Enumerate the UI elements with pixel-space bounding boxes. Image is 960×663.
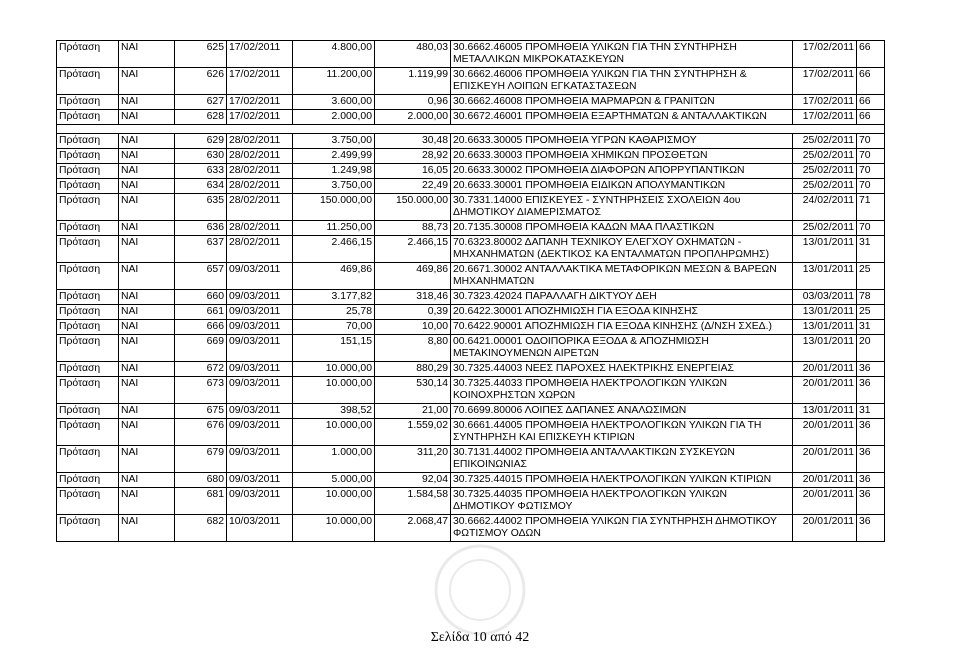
cell-number: 666 xyxy=(175,320,227,335)
cell-status: ΝΑΙ xyxy=(119,377,175,404)
cell-status: ΝΑΙ xyxy=(119,320,175,335)
cell-status: ΝΑΙ xyxy=(119,263,175,290)
cell-date: 09/03/2011 xyxy=(227,263,293,290)
cell-code: 36 xyxy=(857,473,885,488)
cell-date: 09/03/2011 xyxy=(227,335,293,362)
cell-description: 20.6633.30003 ΠΡΟΜΗΘΕΙΑ ΧΗΜΙΚΩΝ ΠΡΟΣΘΕΤΩΝ xyxy=(451,149,793,164)
table-row xyxy=(57,305,885,320)
cell-status: ΝΑΙ xyxy=(119,149,175,164)
cell-date2: 13/01/2011 xyxy=(793,320,857,335)
cell-amount: 10.000,00 xyxy=(293,377,375,404)
cell-status: ΝΑΙ xyxy=(119,41,175,68)
table-row xyxy=(57,263,885,290)
cell-remaining: 318,46 xyxy=(375,290,451,305)
cell-code: 66 xyxy=(857,110,885,125)
table-row xyxy=(57,473,885,488)
cell-date2: 13/01/2011 xyxy=(793,305,857,320)
cell-date: 09/03/2011 xyxy=(227,320,293,335)
cell-remaining: 8,80 xyxy=(375,335,451,362)
cell-date2: 24/02/2011 xyxy=(793,194,857,221)
cell-type: Πρόταση xyxy=(57,194,119,221)
cell-number: 630 xyxy=(175,149,227,164)
cell-date: 17/02/2011 xyxy=(227,110,293,125)
cell-status: ΝΑΙ xyxy=(119,335,175,362)
cell-status: ΝΑΙ xyxy=(119,68,175,95)
cell-status: ΝΑΙ xyxy=(119,179,175,194)
cell-code: 70 xyxy=(857,149,885,164)
cell-amount: 1.000,00 xyxy=(293,446,375,473)
cell-date: 09/03/2011 xyxy=(227,419,293,446)
watermark-seal-icon xyxy=(400,540,560,640)
table-row xyxy=(57,194,885,221)
cell-number: 657 xyxy=(175,263,227,290)
cell-amount: 3.750,00 xyxy=(293,179,375,194)
cell-code: 31 xyxy=(857,320,885,335)
cell-date: 09/03/2011 xyxy=(227,473,293,488)
cell-type: Πρόταση xyxy=(57,515,119,542)
cell-date2: 20/01/2011 xyxy=(793,488,857,515)
table-row xyxy=(57,134,885,149)
cell-description: 30.7325.44035 ΠΡΟΜΗΘΕΙΑ ΗΛΕΚΤΡΟΛΟΓΙΚΩΝ ΥΛΙΚΩΝ ΔΗΜΟΤΙΚΟΥ ΦΩΤΙΣΜΟΥ xyxy=(451,488,793,515)
cell-date2: 17/02/2011 xyxy=(793,41,857,68)
cell-date: 17/02/2011 xyxy=(227,41,293,68)
cell-date: 09/03/2011 xyxy=(227,305,293,320)
cell-date: 28/02/2011 xyxy=(227,179,293,194)
cell-description: 30.6662.46005 ΠΡΟΜΗΘΕΙΑ ΥΛΙΚΩΝ ΓΙΑ ΤΗΝ ΣΥΝΤΗΡΗΣΗ ΜΕΤΑΛΛΙΚΩΝ ΜΙΚΡΟΚΑΤΑΣΚΕΥΩΝ xyxy=(451,41,793,68)
cell-date: 09/03/2011 xyxy=(227,404,293,419)
cell-number: 637 xyxy=(175,236,227,263)
cell-description: 70.6323.80002 ΔΑΠΑΝΗ ΤΕΧΝΙΚΟΥ ΕΛΕΓΧΟΥ ΟΧΗΜΑΤΩΝ - ΜΗΧΑΝΗΜΑΤΩΝ (ΔΕΚΤΙΚΟΣ ΚΑ ΕΝΤΑΛΜΑΤΩΝ ΠΡΟΠΛΗΡΩΜΗΣ) xyxy=(451,236,793,263)
table-row xyxy=(57,41,885,68)
cell-code: 36 xyxy=(857,377,885,404)
cell-amount: 150.000,00 xyxy=(293,194,375,221)
cell-remaining: 2.000,00 xyxy=(375,110,451,125)
cell-type: Πρόταση xyxy=(57,335,119,362)
cell-type: Πρόταση xyxy=(57,68,119,95)
cell-date: 09/03/2011 xyxy=(227,362,293,377)
cell-date: 28/02/2011 xyxy=(227,149,293,164)
cell-description: 30.7325.44015 ΠΡΟΜΗΘΕΙΑ ΗΛΕΚΤΡΟΛΟΓΙΚΩΝ ΥΛΙΚΩΝ ΚΤΙΡΙΩΝ xyxy=(451,473,793,488)
table-row xyxy=(57,110,885,125)
cell-date: 09/03/2011 xyxy=(227,446,293,473)
table-row xyxy=(57,179,885,194)
cell-remaining: 480,03 xyxy=(375,41,451,68)
cell-remaining: 530,14 xyxy=(375,377,451,404)
cell-code: 66 xyxy=(857,68,885,95)
table-row xyxy=(57,149,885,164)
cell-description: 30.7331.14000 ΕΠΙΣΚΕΥΕΣ - ΣΥΝΤΗΡΗΣΕΙΣ ΣΧΟΛΕΙΩΝ 4ου ΔΗΜΟΤΙΚΟΥ ΔΙΑΜΕΡΙΣΜΑΤΟΣ xyxy=(451,194,793,221)
cell-type: Πρόταση xyxy=(57,164,119,179)
cell-number: 625 xyxy=(175,41,227,68)
cell-amount: 10.000,00 xyxy=(293,515,375,542)
cell-description: 70.6422.90001 ΑΠΟΖΗΜΙΩΣΗ ΓΙΑ ΕΞΟΔΑ ΚΙΝΗΣΗΣ (Δ/ΝΣΗ ΣΧΕΔ.) xyxy=(451,320,793,335)
cell-date2: 20/01/2011 xyxy=(793,473,857,488)
cell-date2: 13/01/2011 xyxy=(793,263,857,290)
cell-type: Πρόταση xyxy=(57,41,119,68)
table-row xyxy=(57,404,885,419)
table-row xyxy=(57,164,885,179)
cell-description: 70.6699.80006 ΛΟΙΠΕΣ ΔΑΠΑΝΕΣ ΑΝΑΛΩΣΙΜΩΝ xyxy=(451,404,793,419)
cell-code: 36 xyxy=(857,419,885,446)
cell-type: Πρόταση xyxy=(57,305,119,320)
cell-description: 20.6633.30001 ΠΡΟΜΗΘΕΙΑ ΕΙΔΙΚΩΝ ΑΠΟΛΥΜΑΝΤΙΚΩΝ xyxy=(451,179,793,194)
cell-number: 628 xyxy=(175,110,227,125)
cell-amount: 2.466,15 xyxy=(293,236,375,263)
cell-remaining: 28,92 xyxy=(375,149,451,164)
cell-type: Πρόταση xyxy=(57,221,119,236)
table-row xyxy=(57,335,885,362)
table-row xyxy=(57,290,885,305)
cell-remaining: 30,48 xyxy=(375,134,451,149)
cell-description: 20.6671.30002 ΑΝΤΑΛΛΑΚΤΙΚΑ ΜΕΤΑΦΟΡΙΚΩΝ ΜΕΣΩΝ & ΒΑΡΕΩΝ ΜΗΧΑΝΗΜΑΤΩΝ xyxy=(451,263,793,290)
cell-remaining: 150.000,00 xyxy=(375,194,451,221)
cell-amount: 11.250,00 xyxy=(293,221,375,236)
cell-remaining: 16,05 xyxy=(375,164,451,179)
cell-code: 31 xyxy=(857,404,885,419)
gap-cell xyxy=(57,125,885,134)
cell-code: 36 xyxy=(857,362,885,377)
cell-date2: 20/01/2011 xyxy=(793,362,857,377)
cell-description: 30.7131.44002 ΠΡΟΜΗΘΕΙΑ ΑΝΤΑΛΛΑΚΤΙΚΩΝ ΣΥΣΚΕΥΩΝ ΕΠΙΚΟΙΝΩΝΙΑΣ xyxy=(451,446,793,473)
cell-type: Πρόταση xyxy=(57,488,119,515)
cell-number: 675 xyxy=(175,404,227,419)
cell-status: ΝΑΙ xyxy=(119,110,175,125)
cell-number: 660 xyxy=(175,290,227,305)
cell-amount: 3.177,82 xyxy=(293,290,375,305)
cell-description: 30.6662.46006 ΠΡΟΜΗΘΕΙΑ ΥΛΙΚΩΝ ΓΙΑ ΤΗΝ ΣΥΝΤΗΡΗΣΗ & ΕΠΙΣΚΕΥΗ ΛΟΙΠΩΝ ΕΓΚΑΤΑΣΤΑΣΕΩΝ xyxy=(451,68,793,95)
cell-amount: 469,86 xyxy=(293,263,375,290)
cell-date: 17/02/2011 xyxy=(227,95,293,110)
cell-remaining: 2.068,47 xyxy=(375,515,451,542)
cell-status: ΝΑΙ xyxy=(119,236,175,263)
cell-number: 680 xyxy=(175,473,227,488)
cell-date2: 17/02/2011 xyxy=(793,95,857,110)
cell-number: 661 xyxy=(175,305,227,320)
cell-number: 676 xyxy=(175,419,227,446)
cell-description: 30.6661.44005 ΠΡΟΜΗΘΕΙΑ ΗΛΕΚΤΡΟΛΟΓΙΚΩΝ ΥΛΙΚΩΝ ΓΙΑ ΤΗ ΣΥΝΤΗΡΗΣΗ ΚΑΙ ΕΠΙΣΚΕΥΗ ΚΤΙΡΙΩΝ xyxy=(451,419,793,446)
cell-amount: 70,00 xyxy=(293,320,375,335)
cell-remaining: 880,29 xyxy=(375,362,451,377)
cell-description: 30.7325.44033 ΠΡΟΜΗΘΕΙΑ ΗΛΕΚΤΡΟΛΟΓΙΚΩΝ ΥΛΙΚΩΝ ΚΟΙΝΟΧΡΗΣΤΩΝ ΧΩΡΩΝ xyxy=(451,377,793,404)
cell-date2: 20/01/2011 xyxy=(793,515,857,542)
cell-date2: 25/02/2011 xyxy=(793,221,857,236)
cell-code: 31 xyxy=(857,236,885,263)
cell-type: Πρόταση xyxy=(57,179,119,194)
cell-status: ΝΑΙ xyxy=(119,446,175,473)
cell-date2: 25/02/2011 xyxy=(793,164,857,179)
cell-code: 70 xyxy=(857,221,885,236)
cell-remaining: 88,73 xyxy=(375,221,451,236)
cell-number: 629 xyxy=(175,134,227,149)
cell-date: 09/03/2011 xyxy=(227,377,293,404)
cell-amount: 2.000,00 xyxy=(293,110,375,125)
cell-status: ΝΑΙ xyxy=(119,362,175,377)
cell-code: 36 xyxy=(857,488,885,515)
cell-status: ΝΑΙ xyxy=(119,305,175,320)
cell-date: 28/02/2011 xyxy=(227,221,293,236)
cell-description: 20.6422.30001 ΑΠΟΖΗΜΙΩΣΗ ΓΙΑ ΕΞΟΔΑ ΚΙΝΗΣΗΣ xyxy=(451,305,793,320)
cell-date: 28/02/2011 xyxy=(227,194,293,221)
cell-type: Πρόταση xyxy=(57,320,119,335)
cell-amount: 25,78 xyxy=(293,305,375,320)
cell-status: ΝΑΙ xyxy=(119,194,175,221)
cell-code: 25 xyxy=(857,263,885,290)
cell-date2: 17/02/2011 xyxy=(793,68,857,95)
cell-number: 679 xyxy=(175,446,227,473)
cell-amount: 5.000,00 xyxy=(293,473,375,488)
cell-remaining: 2.466,15 xyxy=(375,236,451,263)
cell-amount: 1.249,98 xyxy=(293,164,375,179)
table-row xyxy=(57,95,885,110)
table-row xyxy=(57,419,885,446)
cell-status: ΝΑΙ xyxy=(119,404,175,419)
cell-number: 633 xyxy=(175,164,227,179)
cell-code: 66 xyxy=(857,41,885,68)
cell-remaining: 92,04 xyxy=(375,473,451,488)
cell-description: 00.6421.00001 ΟΔΟΙΠΟΡΙΚΑ ΕΞΟΔΑ & ΑΠΟΖΗΜΙΩΣΗ ΜΕΤΑΚΙΝΟΥΜΕΝΩΝ ΑΙΡΕΤΩΝ xyxy=(451,335,793,362)
cell-status: ΝΑΙ xyxy=(119,164,175,179)
cell-number: 672 xyxy=(175,362,227,377)
table-body xyxy=(57,41,885,542)
cell-amount: 10.000,00 xyxy=(293,419,375,446)
cell-date: 09/03/2011 xyxy=(227,290,293,305)
cell-amount: 10.000,00 xyxy=(293,488,375,515)
cell-type: Πρόταση xyxy=(57,95,119,110)
cell-date2: 13/01/2011 xyxy=(793,236,857,263)
table-row xyxy=(57,377,885,404)
cell-number: 673 xyxy=(175,377,227,404)
cell-remaining: 21,00 xyxy=(375,404,451,419)
cell-date: 10/03/2011 xyxy=(227,515,293,542)
cell-type: Πρόταση xyxy=(57,149,119,164)
cell-number: 681 xyxy=(175,488,227,515)
cell-status: ΝΑΙ xyxy=(119,221,175,236)
cell-status: ΝΑΙ xyxy=(119,290,175,305)
cell-date: 17/02/2011 xyxy=(227,68,293,95)
cell-amount: 3.600,00 xyxy=(293,95,375,110)
cell-status: ΝΑΙ xyxy=(119,95,175,110)
cell-code: 36 xyxy=(857,446,885,473)
cell-code: 25 xyxy=(857,305,885,320)
cell-date2: 17/02/2011 xyxy=(793,110,857,125)
table-row xyxy=(57,446,885,473)
cell-number: 634 xyxy=(175,179,227,194)
cell-remaining: 1.119,99 xyxy=(375,68,451,95)
cell-remaining: 1.559,02 xyxy=(375,419,451,446)
cell-code: 66 xyxy=(857,95,885,110)
cell-number: 627 xyxy=(175,95,227,110)
cell-description: 30.7325.44003 ΝΕΕΣ ΠΑΡΟΧΕΣ ΗΛΕΚΤΡΙΚΗΣ ΕΝΕΡΓΕΙΑΣ xyxy=(451,362,793,377)
cell-type: Πρόταση xyxy=(57,377,119,404)
table-row xyxy=(57,515,885,542)
cell-type: Πρόταση xyxy=(57,236,119,263)
cell-amount: 3.750,00 xyxy=(293,134,375,149)
cell-date2: 13/01/2011 xyxy=(793,335,857,362)
cell-code: 71 xyxy=(857,194,885,221)
cell-description: 30.6662.46008 ΠΡΟΜΗΘΕΙΑ ΜΑΡΜΑΡΩΝ & ΓΡΑΝΙΤΩΝ xyxy=(451,95,793,110)
cell-status: ΝΑΙ xyxy=(119,488,175,515)
cell-type: Πρόταση xyxy=(57,110,119,125)
cell-remaining: 469,86 xyxy=(375,263,451,290)
cell-code: 78 xyxy=(857,290,885,305)
table-row xyxy=(57,68,885,95)
cell-number: 626 xyxy=(175,68,227,95)
cell-remaining: 22,49 xyxy=(375,179,451,194)
cell-number: 669 xyxy=(175,335,227,362)
table-row xyxy=(57,236,885,263)
decisions-table xyxy=(56,40,885,542)
cell-description: 30.7323.42024 ΠΑΡΑΛΛΑΓΗ ΔΙΚΤΥΟΥ ΔΕΗ xyxy=(451,290,793,305)
cell-status: ΝΑΙ xyxy=(119,473,175,488)
cell-description: 20.6633.30005 ΠΡΟΜΗΘΕΙΑ ΥΓΡΩΝ ΚΑΘΑΡΙΣΜΟΥ xyxy=(451,134,793,149)
cell-code: 70 xyxy=(857,164,885,179)
cell-amount: 2.499,99 xyxy=(293,149,375,164)
cell-date: 09/03/2011 xyxy=(227,488,293,515)
cell-date2: 25/02/2011 xyxy=(793,134,857,149)
cell-date2: 25/02/2011 xyxy=(793,179,857,194)
cell-remaining: 10,00 xyxy=(375,320,451,335)
cell-number: 636 xyxy=(175,221,227,236)
cell-status: ΝΑΙ xyxy=(119,515,175,542)
table-row xyxy=(57,221,885,236)
cell-code: 20 xyxy=(857,335,885,362)
table-row xyxy=(57,362,885,377)
row-gap xyxy=(57,125,885,134)
cell-description: 20.6633.30002 ΠΡΟΜΗΘΕΙΑ ΔΙΑΦΟΡΩΝ ΑΠΟΡΡΥΠΑΝΤΙΚΩΝ xyxy=(451,164,793,179)
cell-date: 28/02/2011 xyxy=(227,134,293,149)
cell-type: Πρόταση xyxy=(57,419,119,446)
cell-date2: 13/01/2011 xyxy=(793,404,857,419)
cell-type: Πρόταση xyxy=(57,263,119,290)
cell-code: 70 xyxy=(857,134,885,149)
cell-amount: 10.000,00 xyxy=(293,362,375,377)
cell-description: 20.7135.30008 ΠΡΟΜΗΘΕΙΑ ΚΑΔΩΝ ΜΑΑ ΠΛΑΣΤΙΚΩΝ xyxy=(451,221,793,236)
page-footer: Σελίδα 10 από 42 xyxy=(430,630,530,645)
table-row xyxy=(57,488,885,515)
cell-date2: 20/01/2011 xyxy=(793,377,857,404)
cell-type: Πρόταση xyxy=(57,473,119,488)
cell-type: Πρόταση xyxy=(57,362,119,377)
cell-description: 30.6662.44002 ΠΡΟΜΗΘΕΙΑ ΥΛΙΚΩΝ ΓΙΑ ΣΥΝΤΗΡΗΣΗ ΔΗΜΟΤΙΚΟΥ ΦΩΤΙΣΜΟΥ ΟΔΩΝ xyxy=(451,515,793,542)
cell-date2: 20/01/2011 xyxy=(793,446,857,473)
cell-amount: 151,15 xyxy=(293,335,375,362)
cell-amount: 398,52 xyxy=(293,404,375,419)
cell-date: 28/02/2011 xyxy=(227,164,293,179)
cell-status: ΝΑΙ xyxy=(119,419,175,446)
cell-date2: 20/01/2011 xyxy=(793,419,857,446)
cell-remaining: 1.584,58 xyxy=(375,488,451,515)
cell-number: 682 xyxy=(175,515,227,542)
cell-remaining: 0,39 xyxy=(375,305,451,320)
cell-description: 30.6672.46001 ΠΡΟΜΗΘΕΙΑ ΕΞΑΡΤΗΜΑΤΩΝ & ΑΝΤΑΛΛΑΚΤΙΚΩΝ xyxy=(451,110,793,125)
cell-date2: 03/03/2011 xyxy=(793,290,857,305)
cell-status: ΝΑΙ xyxy=(119,134,175,149)
cell-remaining: 311,20 xyxy=(375,446,451,473)
cell-number: 635 xyxy=(175,194,227,221)
cell-amount: 4.800,00 xyxy=(293,41,375,68)
cell-type: Πρόταση xyxy=(57,290,119,305)
cell-date: 28/02/2011 xyxy=(227,236,293,263)
cell-date2: 25/02/2011 xyxy=(793,149,857,164)
cell-code: 36 xyxy=(857,515,885,542)
table-row xyxy=(57,320,885,335)
cell-type: Πρόταση xyxy=(57,404,119,419)
cell-code: 70 xyxy=(857,179,885,194)
cell-type: Πρόταση xyxy=(57,446,119,473)
cell-remaining: 0,96 xyxy=(375,95,451,110)
cell-type: Πρόταση xyxy=(57,134,119,149)
cell-amount: 11.200,00 xyxy=(293,68,375,95)
